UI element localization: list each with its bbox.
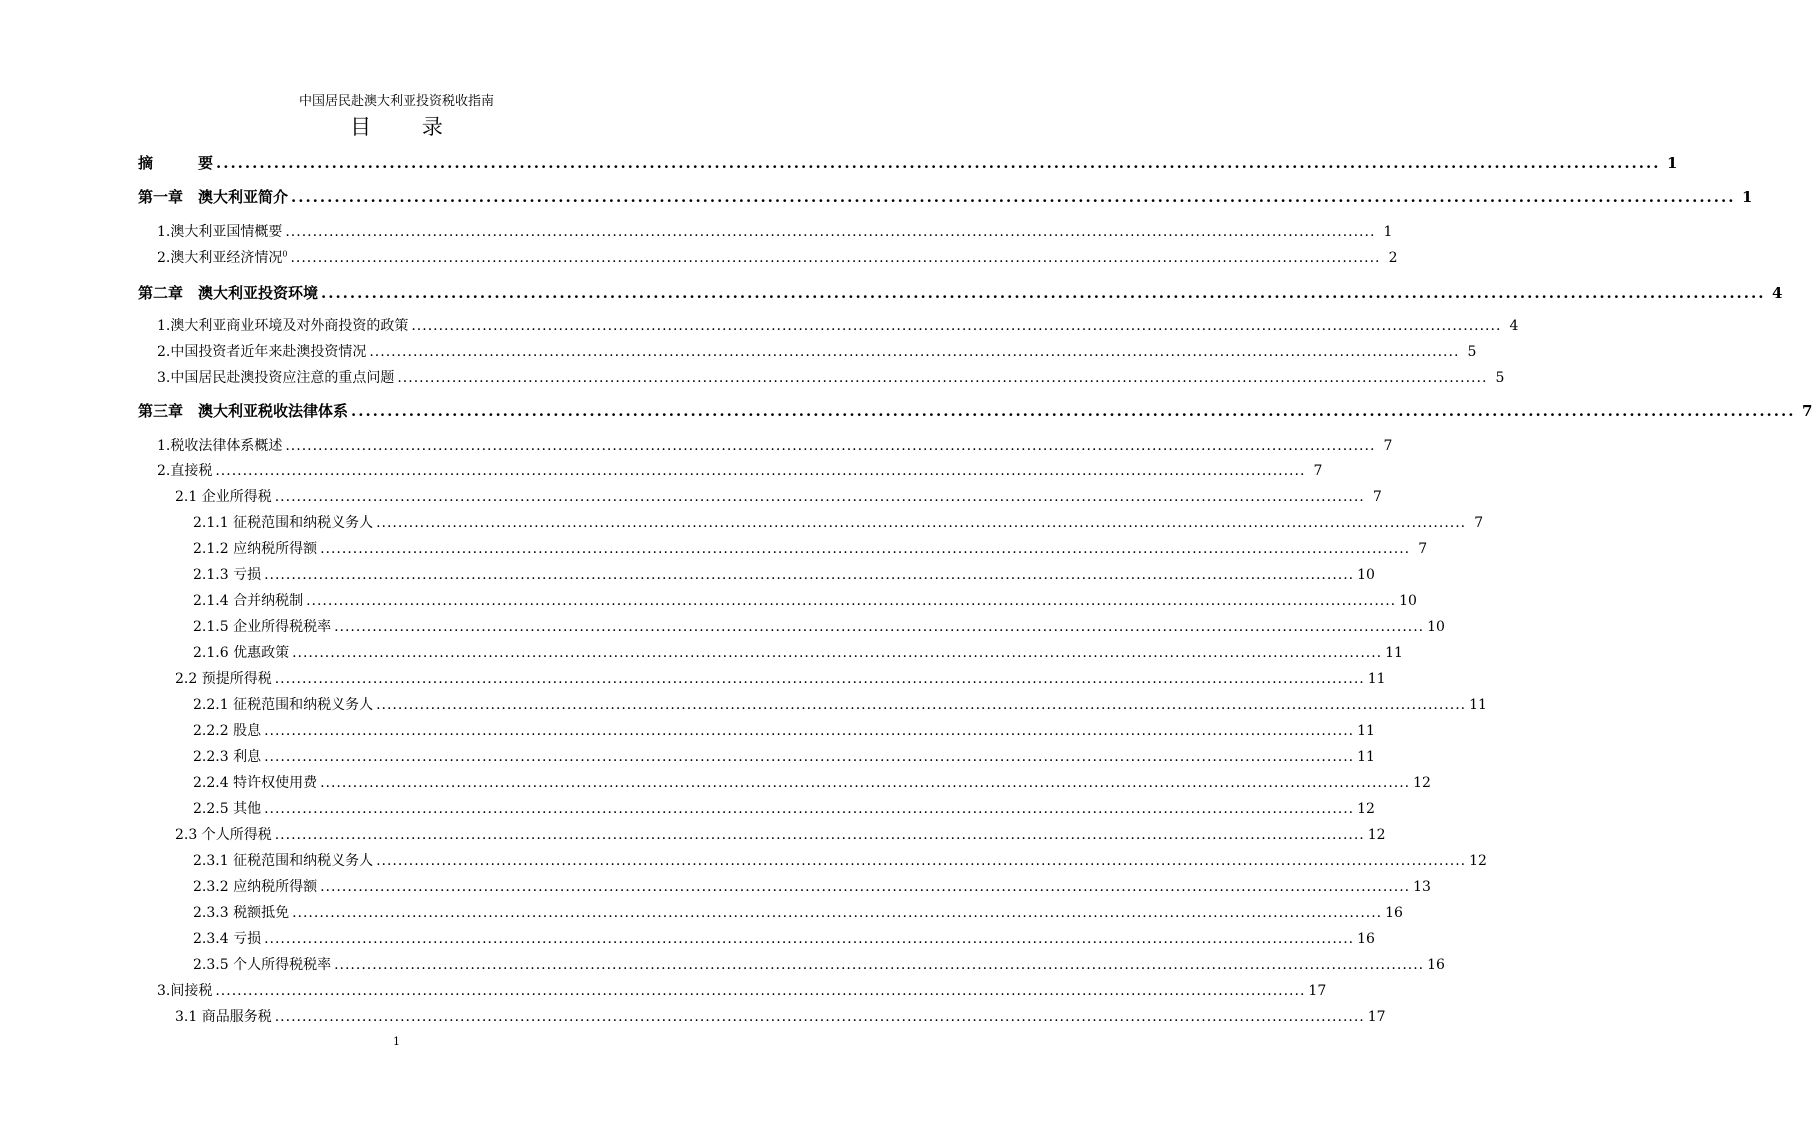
toc-entry-page-number: 10: [1427, 619, 1445, 635]
toc-entry-page-number: 12: [1357, 801, 1375, 817]
toc-dot-leader: ........................................................................................................................................................................................................: [274, 671, 1365, 687]
toc-dot-leader: ........................................................................................................................................................................................................: [264, 567, 1355, 583]
toc-dot-leader: ........................................................................................................................................................................................................: [264, 801, 1355, 817]
toc-entry-label: [175, 825, 272, 845]
toc-entry-label: [157, 981, 212, 1001]
toc-entry-label-text: 2.1.3 亏损: [193, 567, 262, 583]
toc-dot-leader: ........................................................................................................................................................................................................: [411, 318, 1502, 334]
toc-entry-page-number: 4: [1509, 318, 1519, 334]
toc-entry-label: [193, 539, 317, 559]
toc-entry-label: [157, 368, 394, 388]
toc-entry-page-number: 16: [1427, 957, 1445, 973]
toc-dot-leader: ........................................................................................................................................................................................................: [397, 370, 1488, 386]
toc-entry[interactable]: [193, 929, 1375, 949]
toc-dot-leader: ........................................................................................................................................................................................................: [264, 749, 1355, 765]
toc-entry-label: [138, 153, 213, 173]
toc-entry[interactable]: [193, 955, 1445, 975]
toc-entry[interactable]: [193, 617, 1445, 637]
toc-entry-label: [138, 187, 288, 207]
toc-entry-label-text: 2.2.4 特许权使用费: [193, 775, 318, 791]
toc-entry[interactable]: [157, 981, 1327, 1001]
toc-entry-label-text: 2.1.4 合并纳税制: [193, 593, 304, 609]
toc-entry-label: [193, 747, 261, 767]
toc-entry-page-number: 10: [1399, 593, 1417, 609]
toc-dot-leader: ........................................................................................................................................................................................................: [292, 905, 1383, 921]
toc-entry-label: [193, 799, 261, 819]
toc-entry-label-text: 1.澳大利亚国情概要: [157, 224, 283, 240]
toc-title: 目 录: [350, 115, 465, 139]
toc-entry[interactable]: [175, 669, 1386, 689]
toc-entry[interactable]: [193, 877, 1431, 897]
toc-dot-leader: ........................................................................................................................................................................................................: [291, 188, 1736, 206]
toc-entry-page-number: 7: [1802, 402, 1812, 420]
toc-entry-page-number: 11: [1469, 697, 1487, 713]
toc-entry-label: [138, 283, 318, 303]
toc-entry-label: [193, 877, 317, 897]
toc-dot-leader: ........................................................................................................................................................................................................: [306, 593, 1397, 609]
toc-dot-leader: ........................................................................................................................................................................................................: [264, 723, 1355, 739]
toc-dot-leader: ........................................................................................................................................................................................................: [376, 697, 1467, 713]
document-header-title: 中国居民赴澳大利亚投资税收指南: [298, 94, 494, 109]
toc-entry-page-number: 10: [1357, 567, 1375, 583]
toc-entry-label-text: 2.1.1 征税范围和纳税义务人: [193, 515, 374, 531]
toc-dot-leader: ........................................................................................................................................................................................................: [320, 879, 1411, 895]
toc-entry-page-number: 12: [1367, 827, 1386, 843]
toc-entry-page-number: 5: [1467, 344, 1477, 360]
toc-entry[interactable]: [193, 513, 1484, 533]
toc-entry[interactable]: [175, 487, 1382, 507]
toc-entry-page-number: 17: [1308, 983, 1327, 999]
toc-entry[interactable]: [157, 461, 1323, 481]
toc-entry-label-text: 2.2.3 利息: [193, 749, 262, 765]
toc-entry-label-text: 第三章 澳大利亚税收法律体系: [138, 402, 349, 420]
toc-entry-page-number: 4: [1772, 284, 1783, 302]
toc-entry-label-text: 1.税收法律体系概述: [157, 438, 283, 454]
toc-entry-label-text: 2.2 预提所得税: [175, 671, 272, 687]
toc-dot-leader: ........................................................................................................................................................................................................: [285, 224, 1376, 240]
toc-dot-leader: ........................................................................................................................................................................................................: [290, 250, 1381, 266]
toc-entry-label: [193, 513, 373, 533]
toc-entry[interactable]: [193, 539, 1428, 559]
toc-entry[interactable]: [157, 368, 1505, 388]
toc-entry-label: [138, 401, 348, 421]
toc-entry-label: [193, 851, 373, 871]
toc-entry[interactable]: [157, 342, 1477, 362]
toc-entry-label-text: 2.2.5 其他: [193, 801, 262, 817]
toc-entry[interactable]: [138, 187, 1753, 207]
toc-entry[interactable]: [138, 153, 1678, 173]
toc-dot-leader: ........................................................................................................................................................................................................: [274, 827, 1365, 843]
toc-entry-label-text: 3.中国居民赴澳投资应注意的重点问题: [157, 370, 395, 386]
toc-entry[interactable]: [157, 436, 1393, 456]
toc-entry-page-number: 16: [1357, 931, 1375, 947]
toc-entry-page-number: 11: [1357, 723, 1375, 739]
toc-entry-label: [193, 721, 261, 741]
toc-dot-leader: ........................................................................................................................................................................................................: [334, 619, 1425, 635]
toc-entry-page-number: 16: [1385, 905, 1403, 921]
toc-dot-leader: ........................................................................................................................................................................................................: [376, 515, 1467, 531]
toc-dot-leader: ........................................................................................................................................................................................................: [285, 438, 1376, 454]
toc-entry-page-number: 7: [1383, 438, 1393, 454]
toc-dot-leader: ........................................................................................................................................................................................................: [215, 983, 1306, 999]
toc-entry-label-text: 2.1.6 优惠政策: [193, 645, 290, 661]
toc-entry-page-number: 11: [1367, 671, 1386, 687]
toc-entry-label-text: 2.3 个人所得税: [175, 827, 272, 843]
toc-entry[interactable]: [193, 565, 1375, 585]
toc-entry-label: [193, 903, 289, 923]
toc-entry-label-text: 3.间接税: [157, 983, 213, 999]
toc-entry[interactable]: [193, 695, 1487, 715]
toc-entry[interactable]: [138, 401, 1812, 421]
toc-entry[interactable]: [193, 591, 1417, 611]
toc-entry[interactable]: [175, 1007, 1386, 1027]
toc-entry-label-text: 3.1 商品服务税: [175, 1009, 272, 1025]
toc-entry[interactable]: [157, 222, 1393, 242]
toc-entry-page-number: 12: [1413, 775, 1431, 791]
toc-entry-label: [193, 695, 373, 715]
toc-entry-label: [175, 669, 272, 689]
toc-entry-page-number: 11: [1385, 645, 1403, 661]
toc-entry-label: [157, 461, 212, 481]
toc-dot-leader: ........................................................................................................................................................................................................: [321, 284, 1766, 302]
toc-entry-label: [157, 436, 282, 456]
toc-entry-page-number: 1: [1742, 188, 1753, 206]
toc-entry-label: [157, 248, 287, 268]
toc-entry-label: [175, 487, 272, 507]
toc-entry-label-text: 摘 要: [138, 154, 214, 172]
toc-entry-label-text: 2.3.3 税额抵免: [193, 905, 290, 921]
toc-entry[interactable]: [193, 773, 1431, 793]
toc-entry-label-text: 2.1 企业所得税: [175, 489, 272, 505]
footnote-marker: 0: [282, 249, 288, 259]
toc-entry-label: [193, 643, 289, 663]
toc-dot-leader: ........................................................................................................................................................................................................: [215, 463, 1306, 479]
toc-entry[interactable]: [138, 283, 1783, 303]
toc-entry-label: [193, 773, 317, 793]
toc-dot-leader: ........................................................................................................................................................................................................: [351, 402, 1796, 420]
toc-dot-leader: ........................................................................................................................................................................................................: [274, 1009, 1365, 1025]
toc-entry-page-number: 1: [1667, 154, 1678, 172]
toc-dot-leader: ........................................................................................................................................................................................................: [292, 645, 1383, 661]
toc-entry-label-text: 2.3.5 个人所得税税率: [193, 957, 332, 973]
toc-entry-page-number: 7: [1313, 463, 1323, 479]
toc-dot-leader: ........................................................................................................................................................................................................: [376, 853, 1467, 869]
toc-dot-leader: ........................................................................................................................................................................................................: [264, 931, 1355, 947]
toc-entry-label-text: 2.3.4 亏损: [193, 931, 262, 947]
toc-entry-label-text: 2.2.2 股息: [193, 723, 262, 739]
toc-entry-label-text: 2.中国投资者近年来赴澳投资情况: [157, 344, 367, 360]
toc-entry-page-number: 13: [1413, 879, 1431, 895]
toc-entry[interactable]: [193, 747, 1375, 767]
toc-dot-leader: ........................................................................................................................................................................................................: [216, 154, 1661, 172]
toc-entry-label-text: 2.澳大利亚经济情况: [157, 250, 283, 266]
toc-entry-label-text: 2.3.2 应纳税所得额: [193, 879, 318, 895]
toc-entry[interactable]: [157, 248, 1398, 268]
toc-entry-label: [193, 929, 261, 949]
toc-entry-page-number: 1: [1383, 224, 1393, 240]
toc-dot-leader: ........................................................................................................................................................................................................: [334, 957, 1425, 973]
toc-entry[interactable]: [193, 903, 1403, 923]
toc-dot-leader: ........................................................................................................................................................................................................: [369, 344, 1460, 360]
toc-entry-label-text: 2.1.2 应纳税所得额: [193, 541, 318, 557]
toc-entry-label: [157, 222, 282, 242]
toc-entry-label: [157, 316, 408, 336]
toc-entry-label-text: 2.3.1 征税范围和纳税义务人: [193, 853, 374, 869]
toc-entry-label: [157, 342, 366, 362]
toc-entry[interactable]: [157, 316, 1519, 336]
toc-entry[interactable]: [193, 643, 1403, 663]
toc-entry-page-number: 7: [1418, 541, 1428, 557]
toc-entry[interactable]: [175, 825, 1386, 845]
toc-entry[interactable]: [193, 851, 1487, 871]
toc-entry-label-text: 2.直接税: [157, 463, 213, 479]
toc-entry-label-text: 第一章 澳大利亚简介: [138, 188, 289, 206]
toc-entry-page-number: 5: [1495, 370, 1505, 386]
toc-entry-page-number: 2: [1388, 250, 1398, 266]
toc-entry-page-number: 7: [1474, 515, 1484, 531]
toc-dot-leader: ........................................................................................................................................................................................................: [274, 489, 1365, 505]
toc-entry-label-text: 1.澳大利亚商业环境及对外商投资的政策: [157, 318, 409, 334]
toc-entry-label-text: 第二章 澳大利亚投资环境: [138, 284, 319, 302]
toc-dot-leader: ........................................................................................................................................................................................................: [320, 775, 1411, 791]
toc-entry[interactable]: [193, 721, 1375, 741]
toc-entry-label: [193, 955, 331, 975]
toc-entry-label: [193, 617, 331, 637]
toc-entry-page-number: 12: [1469, 853, 1487, 869]
toc-entry-label-text: 2.2.1 征税范围和纳税义务人: [193, 697, 374, 713]
toc-entry-page-number: 11: [1357, 749, 1375, 765]
toc-entry-page-number: 7: [1372, 489, 1382, 505]
page-number: 1: [393, 1035, 400, 1048]
toc-entry-label-text: 2.1.5 企业所得税税率: [193, 619, 332, 635]
toc-entry-label: [193, 565, 261, 585]
toc-entry[interactable]: [193, 799, 1375, 819]
toc-entry-page-number: 17: [1367, 1009, 1386, 1025]
toc-entry-label: [175, 1007, 272, 1027]
toc-entry-label: [193, 591, 303, 611]
toc-dot-leader: ........................................................................................................................................................................................................: [320, 541, 1411, 557]
